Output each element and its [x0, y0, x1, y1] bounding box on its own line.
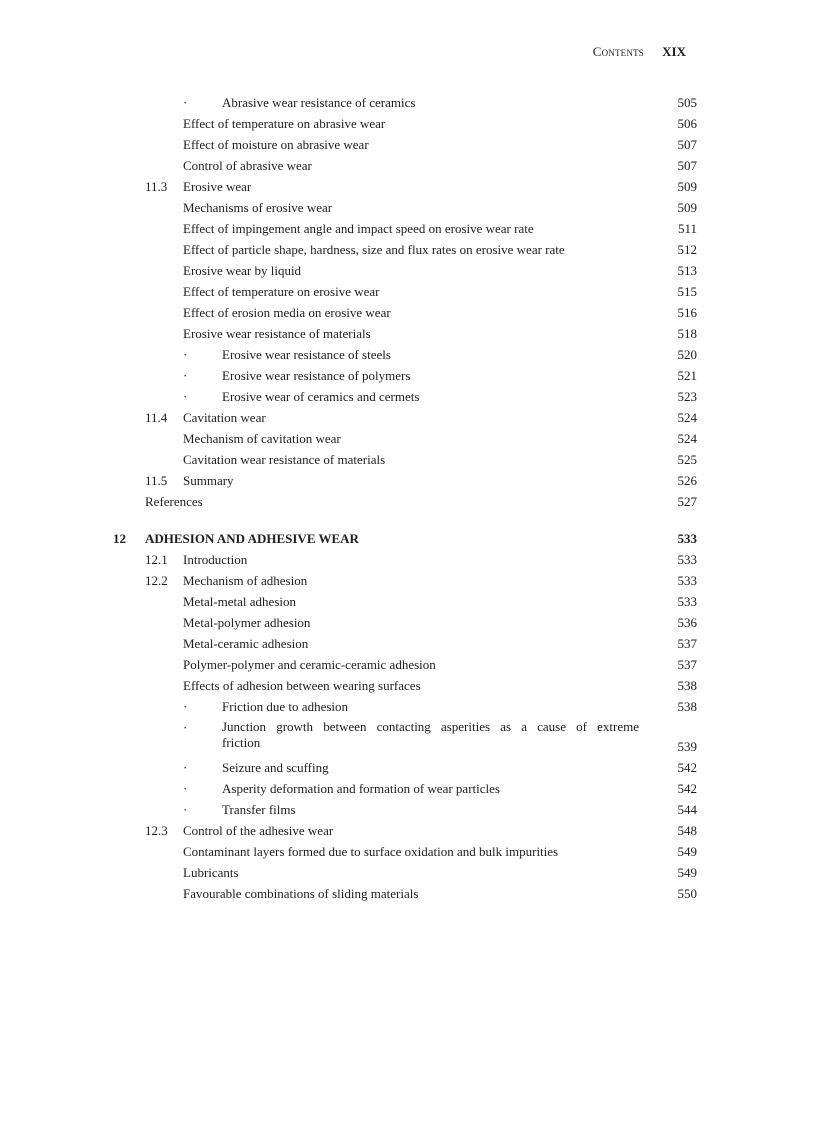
section-number: 12.3: [145, 823, 168, 838]
topic-title: Effect of particle shape, hardness, size and flux rates on erosive wear rate: [183, 242, 565, 257]
toc-entry: [0, 470, 816, 491]
subtopic-title: Asperity deformation and formation of wear particles: [222, 781, 500, 796]
page-number: 533: [677, 531, 697, 546]
subtopic-title: Abrasive wear resistance of ceramics: [222, 95, 416, 110]
toc-entry: [0, 113, 816, 134]
bullet-icon: ·: [183, 347, 188, 362]
topic-title: Control of abrasive wear: [183, 158, 312, 173]
topic-title: Cavitation wear resistance of materials: [183, 452, 386, 467]
topic-title: Mechanisms of erosive wear: [183, 200, 333, 215]
page-number: 511: [677, 221, 697, 236]
bullet-icon: ·: [183, 95, 188, 110]
subtopic-title: Erosive wear resistance of steels: [222, 347, 391, 362]
chapter-number: 12: [113, 531, 126, 546]
subtopic-title: Junction growth between contacting asperities as a cause of extreme friction: [222, 719, 639, 750]
page-number: 533: [677, 552, 697, 567]
page-number: 505: [677, 95, 697, 110]
topic-title: Effect of erosion media on erosive wear: [183, 305, 391, 320]
toc-entry: [0, 549, 816, 570]
header-page-number: XIX: [662, 44, 686, 59]
bullet-icon: ·: [183, 699, 188, 714]
section-number: 12.1: [145, 552, 168, 567]
subtopic-title: Seizure and scuffing: [222, 760, 329, 775]
page-number: 549: [677, 865, 697, 880]
toc-entry: [0, 570, 816, 591]
running-header: [0, 44, 816, 62]
page-number: 549: [677, 844, 697, 859]
subtopic-title: Transfer films: [222, 802, 296, 817]
toc-entry: [0, 841, 816, 862]
bullet-icon: ·: [183, 760, 188, 775]
toc-entry: [0, 591, 816, 612]
header-label: Contents: [592, 44, 644, 59]
page-number: 537: [677, 657, 697, 672]
topic-title: Mechanism of cavitation wear: [183, 431, 341, 446]
bullet-icon: ·: [183, 720, 188, 735]
subtopic-title: Erosive wear of ceramics and cermets: [222, 389, 420, 404]
toc-entry: [0, 757, 816, 778]
page-number: 524: [677, 410, 697, 425]
bullet-icon: ·: [183, 368, 188, 383]
topic-title: Effect of moisture on abrasive wear: [183, 137, 369, 152]
toc-entry: [0, 428, 816, 449]
toc-entry: [0, 862, 816, 883]
page-number: 506: [677, 116, 697, 131]
page-number: 548: [677, 823, 697, 838]
toc-entry: [0, 491, 816, 512]
page-number: 539: [677, 739, 697, 754]
section-number: 11.3: [145, 179, 168, 194]
page-number: 516: [677, 305, 697, 320]
page-number: 544: [677, 802, 697, 817]
toc-entry: [0, 654, 816, 675]
toc-entry: [0, 197, 816, 218]
toc-entry: [0, 449, 816, 470]
references-title: References: [145, 494, 203, 509]
section-title: Control of the adhesive wear: [183, 823, 334, 838]
bullet-icon: ·: [183, 389, 188, 404]
topic-title: Metal-polymer adhesion: [183, 615, 311, 630]
topic-title: Polymer-polymer and ceramic-ceramic adhesion: [183, 657, 436, 672]
page-number: 542: [677, 760, 697, 775]
page-number: 537: [677, 636, 697, 651]
page-number: 512: [677, 242, 697, 257]
topic-title: Favourable combinations of sliding materials: [183, 886, 419, 901]
subtopic-title: Erosive wear resistance of polymers: [222, 368, 411, 383]
toc-entry: [0, 302, 816, 323]
toc-entry: [0, 883, 816, 904]
topic-title: Lubricants: [183, 865, 239, 880]
page-number: 524: [677, 431, 697, 446]
toc-entry: [0, 799, 816, 820]
topic-title: Erosive wear resistance of materials: [183, 326, 371, 341]
table-of-contents: [0, 92, 816, 904]
toc-entry: [0, 218, 816, 239]
page-number: 526: [677, 473, 697, 488]
toc-entry: [0, 675, 816, 696]
section-number: 11.5: [145, 473, 168, 488]
toc-entry: [0, 260, 816, 281]
page-number: 523: [677, 389, 697, 404]
page-number: 509: [677, 200, 697, 215]
toc-entry: [0, 344, 816, 365]
page-number: 507: [677, 137, 697, 152]
section-title: Introduction: [183, 552, 248, 567]
topic-title: Contaminant layers formed due to surface oxidation and bulk impurities: [183, 844, 559, 859]
section-number: 12.2: [145, 573, 168, 588]
toc-entry: [0, 633, 816, 654]
section-title: Summary: [183, 473, 234, 488]
toc-entry: [0, 717, 816, 757]
page-number: 513: [677, 263, 697, 278]
topic-title: Effects of adhesion between wearing surfaces: [183, 678, 421, 693]
page-number: 533: [677, 573, 697, 588]
subtopic-title: Friction due to adhesion: [222, 699, 349, 714]
topic-title: Metal-metal adhesion: [183, 594, 296, 609]
toc-entry: [0, 281, 816, 302]
section-title: Erosive wear: [183, 179, 252, 194]
toc-entry: [0, 612, 816, 633]
section-title: Cavitation wear: [183, 410, 266, 425]
toc-entry: [0, 528, 816, 549]
page-number: 542: [677, 781, 697, 796]
section-number: 11.4: [145, 410, 168, 425]
topic-title: Effect of temperature on abrasive wear: [183, 116, 386, 131]
bullet-icon: ·: [183, 781, 188, 796]
page-number: 521: [677, 368, 697, 383]
topic-title: Effect of temperature on erosive wear: [183, 284, 380, 299]
topic-title: Erosive wear by liquid: [183, 263, 302, 278]
toc-entry: [0, 92, 816, 113]
page-number: 509: [677, 179, 697, 194]
page-number: 538: [677, 678, 697, 693]
toc-entry: [0, 176, 816, 197]
topic-title: Metal-ceramic adhesion: [183, 636, 309, 651]
toc-entry: [0, 155, 816, 176]
toc-entry: [0, 323, 816, 344]
page-number: 538: [677, 699, 697, 714]
page-number: 550: [677, 886, 697, 901]
toc-entry: [0, 407, 816, 428]
toc-entry: [0, 820, 816, 841]
chapter-title: ADHESION AND ADHESIVE WEAR: [145, 531, 359, 546]
toc-entry: [0, 134, 816, 155]
section-title: Mechanism of adhesion: [183, 573, 308, 588]
page-number: 533: [677, 594, 697, 609]
page-number: 520: [677, 347, 697, 362]
page-number: 515: [677, 284, 697, 299]
bullet-icon: ·: [183, 802, 188, 817]
toc-entry: [0, 239, 816, 260]
page-number: 507: [677, 158, 697, 173]
page-number: 527: [677, 494, 697, 509]
toc-entry: [0, 778, 816, 799]
toc-entry: [0, 696, 816, 717]
page-number: 518: [677, 326, 697, 341]
page-number: 525: [677, 452, 697, 467]
toc-entry: [0, 365, 816, 386]
topic-title: Effect of impingement angle and impact speed on erosive wear rate: [183, 221, 534, 236]
page-number: 536: [677, 615, 697, 630]
toc-entry: [0, 386, 816, 407]
